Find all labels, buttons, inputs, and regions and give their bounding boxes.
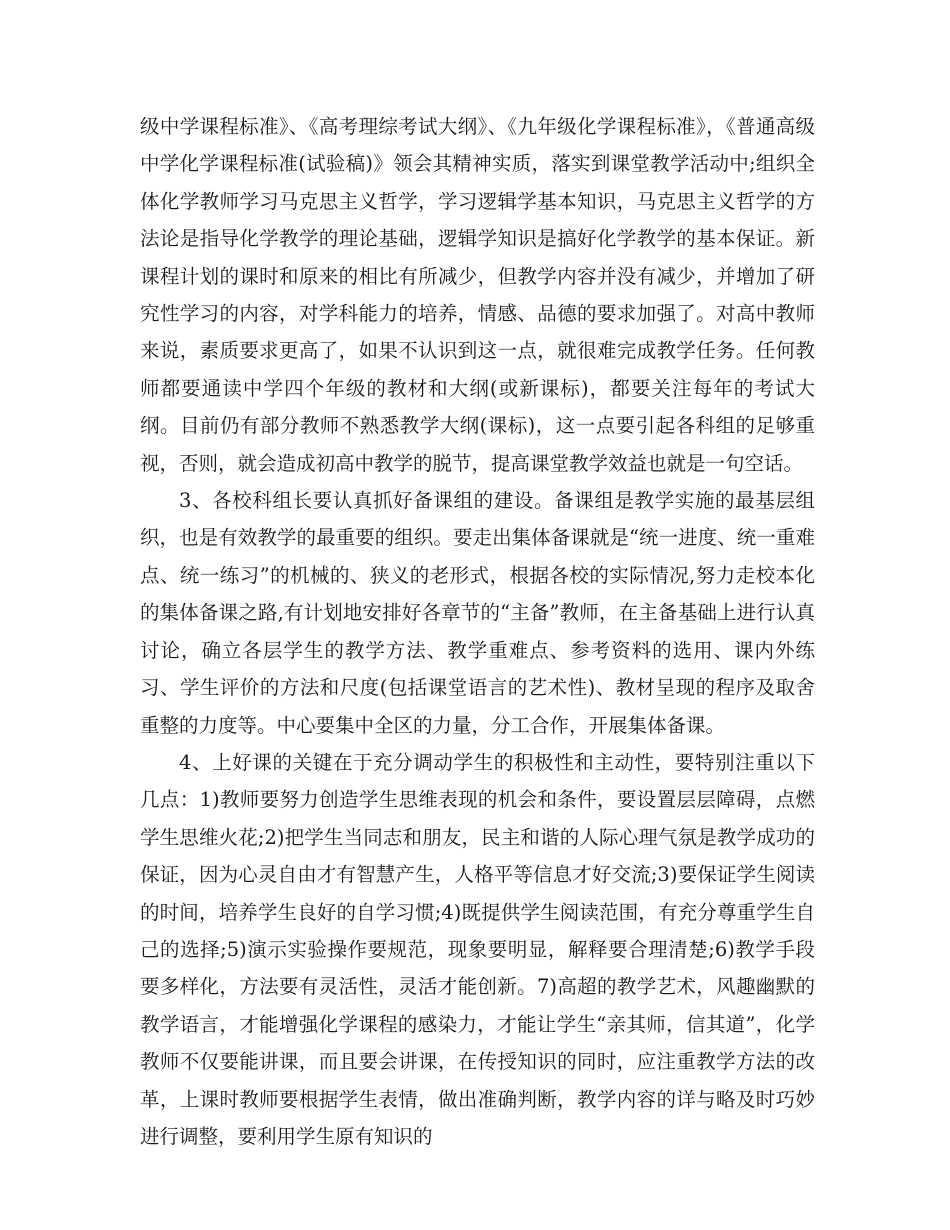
paragraph-item-4: 4、上好课的关键在于充分调动学生的积极性和主动性，要特别注重以下几点：1)教师要努力创造学生思维表现的机会和条件，要设置层层障碍，点燃学生思维火花;2)把学生当同志和朋友，民主和谐的人际心理气氛是教学成功的保证，因为心灵自由才有智慧产生，人格平等信息才好交流;3)要保证学生阅读的时间，培养学生良好的自学习惯;4)既提供学生阅读范围，有充分尊重学生自己的选择;5)演示实验操作要规范，现象要明显，解释要合理清楚;6)教学手段要多样化，方法要有灵活性，灵活才能创新。7)高超的教学艺术，风趣幽默的教学语言，才能增强化学课程的感染力，才能让学生“亲其师，信其道”，化学教师不仅要能讲课，而且要会讲课，在传授知识的同时，应注重教学方法的改革，上课时教师要根据学生表情，做出准确判断，教学内容的详与略及时巧妙进行调整，要利用学生原有知识的 [140, 750, 815, 1148]
paragraph-continuation: 级中学课程标准》、《高考理综考试大纲》、《九年级化学课程标准》，《普通高级中学化学课程标准(试验稿)》领会其精神实质，落实到课堂教学活动中;组织全体化学教师学习马克思主义哲学，学习逻辑学基本知识，马克思主义哲学的方法论是指导化学教学的理论基础，逻辑学知识是搞好化学教学的基本保证。新课程计划的课时和原来的相比有所减少，但教学内容并没有减少，并增加了研究性学习的内容，对学科能力的培养，情感、品德的要求加强了。对高中教师来说，素质要求更高了，如果不认识到这一点，就很难完成教学任务。任何教师都要通读中学四个年级的教材和大纲(或新课标)，都要关注每年的考试大纲。目前仍有部分教师不熟悉教学大纲(课标)，这一点要引起各科组的足够重视，否则，就会造成初高中教学的脱节，提高课堂教学效益也就是一句空话。 [140, 115, 815, 475]
paragraph-item-3: 3、各校科组长要认真抓好备课组的建设。备课组是教学实施的最基层组织，也是有效教学的最重要的组织。要走出集体备课就是“统一进度、统一重难点、统一练习”的机械的、狭义的老形式，根据各校的实际情况,努力走校本化的集体备课之路,有计划地安排好各章节的“主备”教师，在主备基础上进行认真讨论，确立各层学生的教学方法、教学重难点、参考资料的选用、课内外练习、学生评价的方法和尺度(包括课堂语言的艺术性)、教材呈现的程序及取舍重整的力度等。中心要集中全区的力量，分工合作，开展集体备课。 [140, 489, 815, 737]
document-body [140, 108, 815, 1155]
